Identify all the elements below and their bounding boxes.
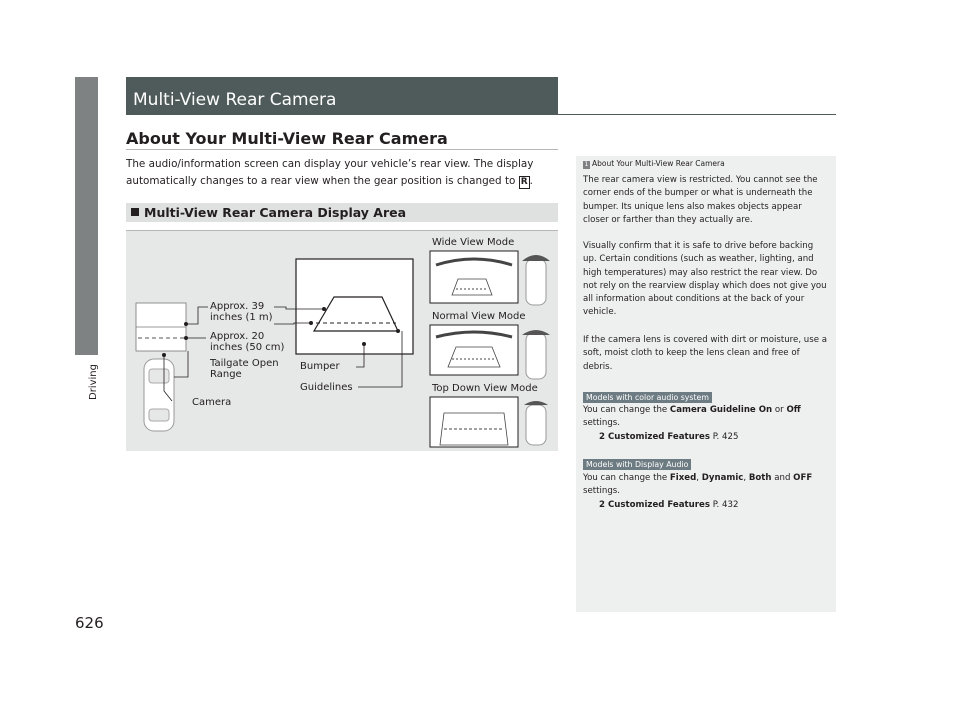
intro-paragraph: [126, 156, 546, 189]
text: ,: [696, 473, 702, 483]
camera-diagram: [126, 231, 558, 451]
setting-name: Both: [748, 473, 772, 483]
label-normal-view: Normal View Mode: [432, 311, 526, 322]
label-bumper: Bumper: [300, 361, 340, 372]
sidebar-paragraph-3: If the camera lens is covered with dirt or moisture, use a soft, moist cloth to keep the lens clean and free of debris.: [583, 335, 827, 372]
label-tailgate-line1: Tailgate Open: [210, 358, 279, 369]
note-number-icon: 1: [584, 161, 589, 168]
title-rule: [558, 114, 836, 115]
page-ref: P. 432: [709, 499, 739, 510]
label-tailgate-line2: Range: [210, 369, 242, 380]
subheading-text: Multi-View Rear Camera Display Area: [144, 205, 407, 220]
intro-text: The audio/information screen can display your vehicle’s rear view. The display automatically changes to a rear view when the gear position is changed to: [126, 158, 534, 187]
label-approx-20: [210, 331, 284, 353]
customized-features-link[interactable]: Customized Features: [607, 499, 710, 510]
arrow-ref-icon: 2: [599, 499, 605, 510]
sidebar-color-audio-text: [583, 404, 828, 444]
text: You can change the: [583, 405, 670, 415]
sidebar-paragraph-1: The rear camera view is restricted. You cannot see the corner ends of the bumper or what is underneath the bumper. Its unique lens also makes objects appear closer or farther than they actually are.: [583, 175, 818, 225]
car-top-view-icon: [144, 359, 174, 431]
text: settings.: [583, 486, 621, 497]
text: settings.: [583, 418, 621, 429]
customized-features-link[interactable]: Customized Features: [607, 431, 710, 442]
sidebar-paragraph-2: Visually confirm that it is safe to drive before backing up. Certain conditions (such as weather, lighting, and high temperatures) may also restrict the rear view. Do not rely on the rearview display which does not give you all information about conditions at the back of your vehicle.: [583, 241, 827, 318]
subheading: [131, 205, 406, 220]
label-approx-20-unit: inches (50 cm): [210, 342, 285, 353]
setting-name: Off: [786, 405, 801, 415]
label-approx-39-unit: inches (1 m): [210, 312, 273, 323]
label-wide-view: Wide View Mode: [432, 237, 515, 248]
car-side-icons: [522, 255, 550, 445]
top-down-view-thumbnail: [430, 397, 518, 447]
sidebar-display-audio-text: [583, 472, 828, 512]
camera-display-figure: [126, 230, 558, 451]
section-tab-label: Driving: [88, 364, 99, 400]
setting-name: Dynamic: [701, 473, 744, 483]
gear-r-key: R: [520, 176, 528, 187]
square-bullet-icon: [131, 208, 139, 216]
sidebar-heading: [583, 159, 725, 169]
label-guidelines: Guidelines: [300, 382, 353, 393]
normal-view-thumbnail: [430, 325, 518, 375]
wide-view-thumbnail: [430, 251, 518, 303]
camera-screen: [296, 259, 413, 354]
text: ,: [743, 473, 749, 483]
badge-color-audio: Models with color audio system: [583, 392, 712, 403]
sidebar-heading-text: About Your Multi-View Rear Camera: [592, 159, 725, 168]
label-approx-39-value: Approx. 39: [210, 301, 265, 312]
section-heading: About Your Multi-View Rear Camera: [126, 129, 448, 148]
label-tailgate: [210, 358, 279, 380]
label-top-down-view: Top Down View Mode: [432, 383, 538, 394]
page-number: 626: [75, 614, 104, 632]
setting-name: Camera Guideline On: [669, 405, 773, 415]
label-approx-39: [210, 301, 273, 323]
setting-name: Fixed: [669, 473, 697, 483]
text: or: [772, 405, 787, 415]
badge-display-audio: Models with Display Audio: [583, 459, 691, 470]
label-approx-20-value: Approx. 20: [210, 331, 265, 342]
label-camera: Camera: [192, 397, 232, 408]
page-ref: P. 425: [709, 431, 739, 442]
text: and: [771, 473, 794, 483]
section-side-tab: [75, 77, 98, 355]
text: You can change the: [583, 473, 670, 483]
intro-text-end: .: [529, 174, 533, 187]
arrow-ref-icon: 2: [599, 431, 605, 442]
page-title: Multi-View Rear Camera: [133, 90, 337, 110]
setting-name: OFF: [793, 473, 813, 483]
heading-rule: [126, 149, 558, 150]
